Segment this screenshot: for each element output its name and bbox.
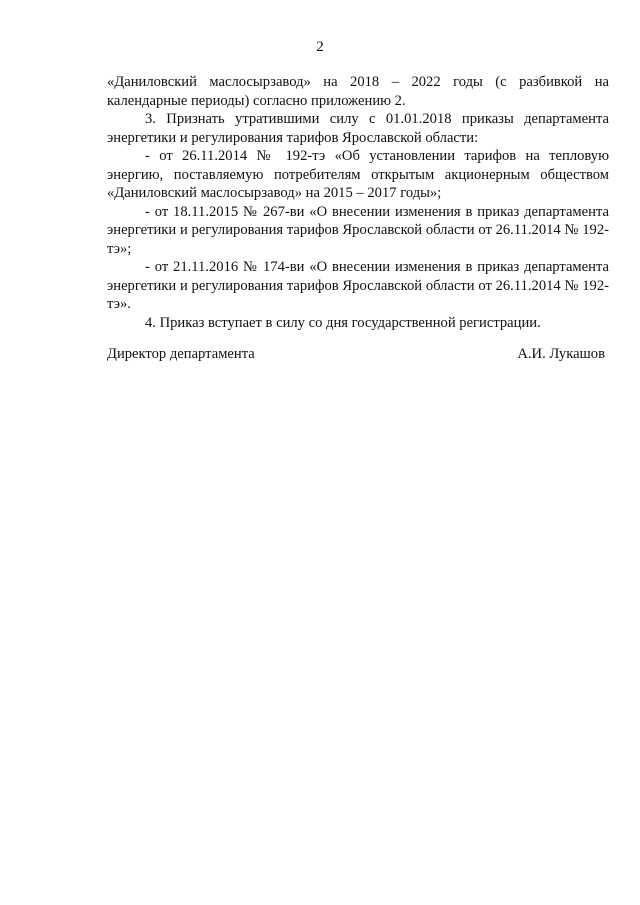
page-number: 2 — [316, 39, 324, 55]
paragraph-item-4: 4. Приказ вступает в силу со дня государственной регистрации. — [145, 314, 541, 331]
paragraph-repealed-order-3: - от 21.11.2016 № 174-ви «О внесении изменения в приказ департамента энергетики и регулирования тарифов Ярославской области от 26.11.2014 № 192-тэ». — [107, 259, 609, 312]
signature-block — [107, 345, 605, 364]
paragraph-repealed-order-2: - от 18.11.2015 № 267-ви «О внесении изменения в приказ департамента энергетики и регулирования тарифов Ярославской области от 26.11.2014 № 192-тэ»; — [107, 203, 609, 257]
paragraph-item-3: 3. Признать утратившими силу с 01.01.2018 приказы департамента энергетики и регулирования тарифов Ярославской области: — [107, 111, 609, 146]
document-body — [107, 73, 609, 332]
signatory-position: Директор департамента — [107, 346, 255, 362]
signatory-name: А.И. Лукашов — [517, 346, 605, 362]
paragraph-repealed-order-1: - от 26.11.2014 № 192-тэ «Об установлении тарифов на тепловую энергию, поставляемую потребителям открытым акционерным обществом «Даниловский маслосырзавод» на 2015 – 2017 годы»; — [107, 148, 609, 201]
paragraph-continuation: «Даниловский маслосырзавод» на 2018 – 2022 годы (с разбивкой на календарные периоды) согласно приложению 2. — [107, 74, 609, 109]
